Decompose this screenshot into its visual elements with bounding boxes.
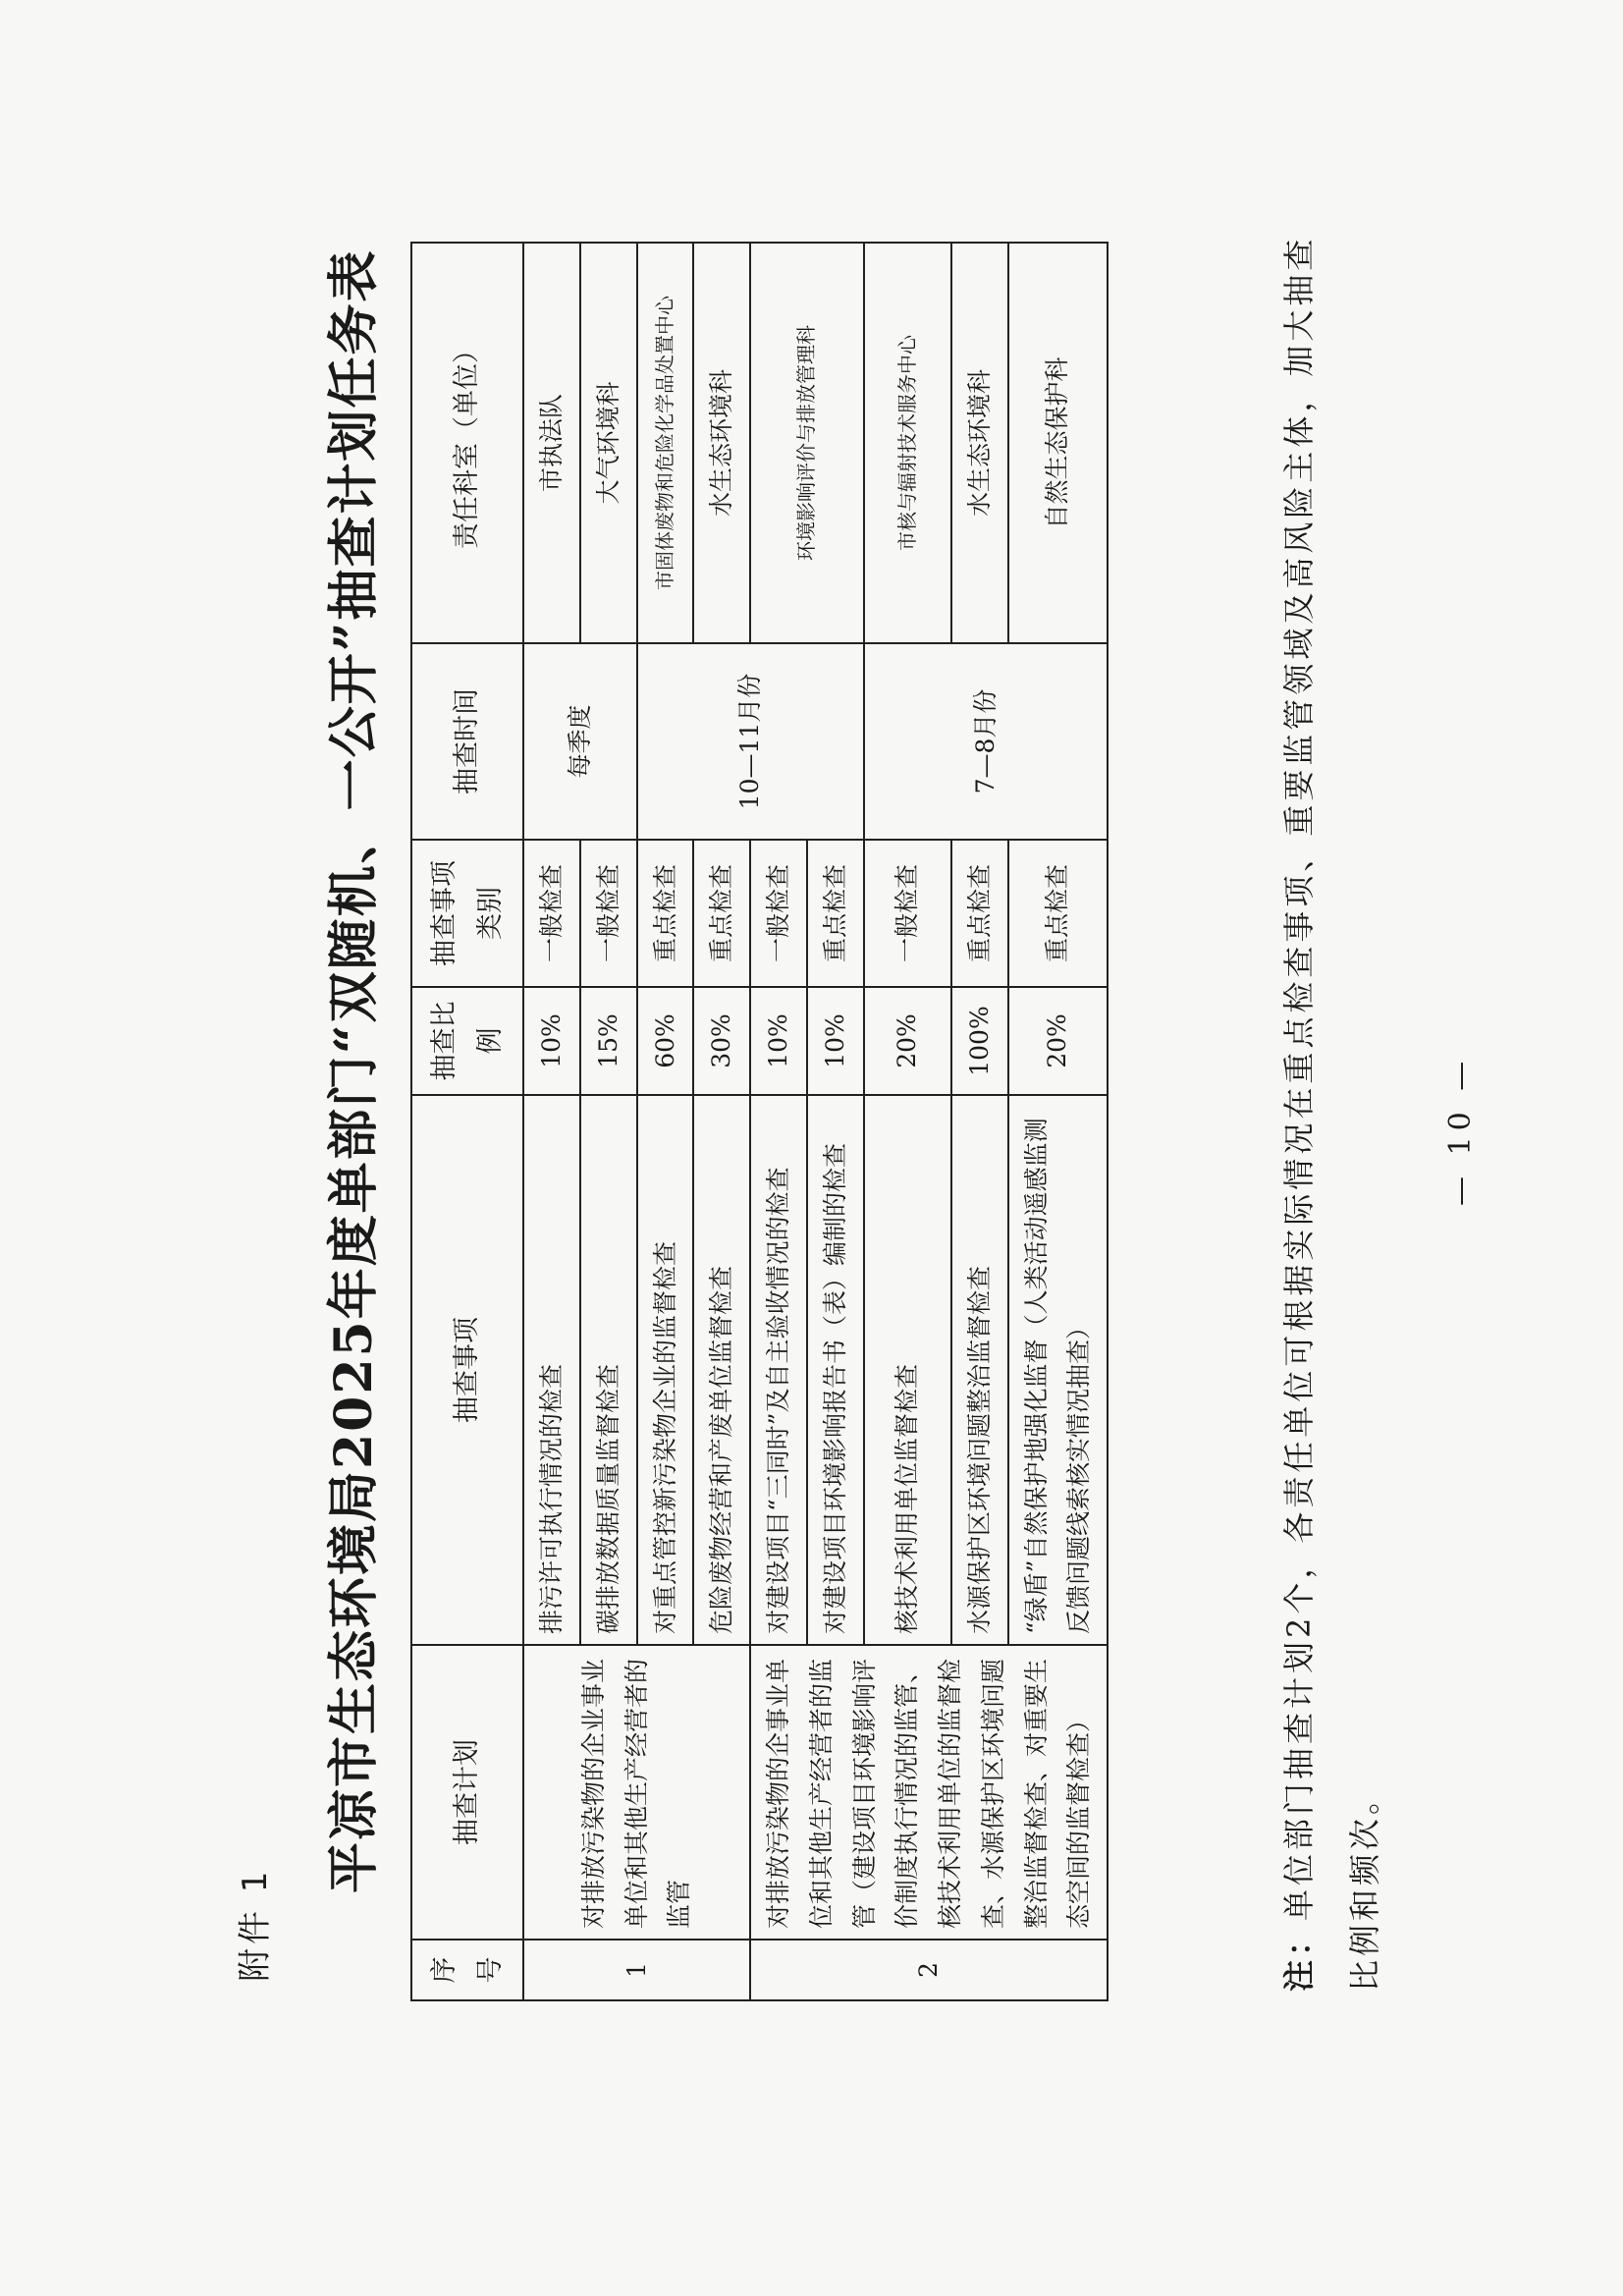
ratio-cell: 10% (807, 987, 864, 1095)
category-cell: 一般检查 (523, 840, 580, 987)
page-number: — 10 — (1443, 1055, 1478, 1206)
item-cell: 对重点管控新污染物企业的监督检查 (637, 1095, 694, 1645)
item-cell: 危险废物经营和产废单位监督检查 (693, 1095, 750, 1645)
note-text: 单位部门抽查计划2个，各责任单位可根据实际情况在重点检查事项、重要监管领域及高风险主体，加大抽查比例和频次。 (1280, 235, 1384, 1992)
plan-cell: 对排放污染物的企事业单位和其他生产经营者的监管（建设项目环境影响评价制度执行情况的监管、核技术利用单位的监督检查、水源保护区环境问题整治监督检查、对重要生态空间的监督检查） (750, 1645, 1108, 1940)
dept-cell: 市执法队 (523, 243, 580, 643)
ratio-cell: 20% (864, 987, 951, 1095)
ratio-cell: 100% (951, 987, 1008, 1095)
ratio-cell: 15% (580, 987, 637, 1095)
footnote (1267, 224, 1398, 1992)
dept-cell: 市固体废物和危险化学品处置中心 (637, 243, 694, 643)
time-cell: 10—11月份 (637, 643, 864, 840)
time-cell: 每季度 (523, 643, 637, 840)
item-cell: 对建设项目环境影响报告书（表）编制的检查 (807, 1095, 864, 1645)
ratio-cell: 60% (637, 987, 694, 1095)
dept-cell: 自然生态保护科 (1008, 243, 1109, 643)
item-cell: 碳排放数据质量监督检查 (580, 1095, 637, 1645)
category-cell: 重点检查 (637, 840, 694, 987)
ratio-cell: 20% (1008, 987, 1109, 1095)
ratio-cell: 30% (693, 987, 750, 1095)
seq-cell: 1 (523, 1940, 750, 2000)
note-label: 注： (1280, 1920, 1318, 1992)
category-cell: 一般检查 (864, 840, 951, 987)
category-cell: 重点检查 (1008, 840, 1109, 987)
header-item: 抽查事项 (411, 1095, 523, 1645)
seq-cell: 2 (750, 1940, 1108, 2000)
header-seq: 序号 (411, 1940, 523, 2000)
header-category: 抽查事项类别 (411, 840, 523, 987)
header-ratio: 抽查比例 (411, 987, 523, 1095)
category-cell: 重点检查 (951, 840, 1008, 987)
table-row (750, 243, 807, 2000)
category-cell: 一般检查 (580, 840, 637, 987)
dept-cell: 环境影响评价与排放管理科 (750, 243, 864, 643)
plan-cell: 对排放污染物的企业事业单位和其他生产经营者的监管 (523, 1645, 750, 1940)
ratio-cell: 10% (750, 987, 807, 1095)
category-cell: 重点检查 (807, 840, 864, 987)
inspection-plan-table (410, 242, 1109, 2001)
time-cell: 7—8月份 (864, 643, 1109, 840)
item-cell: “绿盾”自然保护地强化监督（人类活动遥感监测反馈问题线索核实情况抽查） (1008, 1095, 1109, 1645)
header-plan: 抽查计划 (411, 1645, 523, 1940)
page-title: 平凉市生态环境局2025年度单部门“双随机、一公开”抽查计划任务表 (324, 248, 384, 1893)
header-time: 抽查时间 (411, 643, 523, 840)
item-cell: 核技术利用单位监督检查 (864, 1095, 951, 1645)
attachment-label: 附件 1 (236, 1867, 275, 1982)
ratio-cell: 10% (523, 987, 580, 1095)
dept-cell: 市核与辐射技术服务中心 (864, 243, 951, 643)
category-cell: 一般检查 (750, 840, 807, 987)
item-cell: 对建设项目“三同时”及自主验收情况的检查 (750, 1095, 807, 1645)
dept-cell: 大气环境科 (580, 243, 637, 643)
dept-cell: 水生态环境科 (951, 243, 1008, 643)
header-dept: 责任科室（单位） (411, 243, 523, 643)
dept-cell: 水生态环境科 (693, 243, 750, 643)
item-cell: 水源保护区环境问题整治监督检查 (951, 1095, 1008, 1645)
category-cell: 重点检查 (693, 840, 750, 987)
table-header-row (411, 243, 523, 2000)
item-cell: 排污许可执行情况的检查 (523, 1095, 580, 1645)
table-row (523, 243, 580, 2000)
